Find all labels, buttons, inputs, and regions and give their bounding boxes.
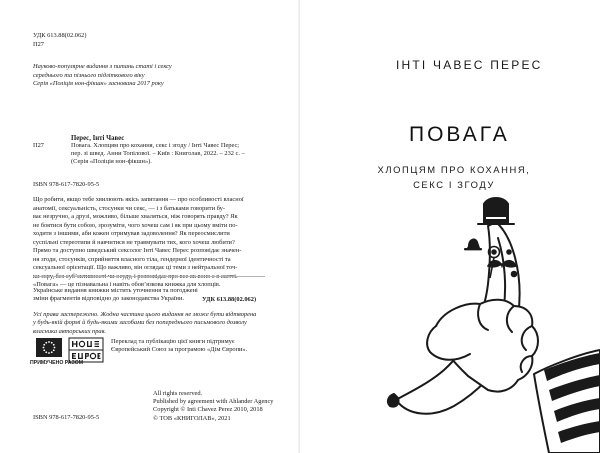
annotation-line: ває незручно, а друзі, можливо, більше хваляться, ніж говорять правду? Як	[33, 213, 238, 221]
note-line: Науково-популярне видання з питань статі і сексу	[33, 63, 172, 70]
isbn: ISBN 978-617-7820-95-5	[33, 181, 100, 188]
eu-caption: ПРИМУЧЕНО РАЗОМ	[30, 360, 84, 366]
note-line: Серія «Поліція нон-фікшн» заснована 2017 року	[33, 80, 164, 88]
subtitle-line: ХЛОПЦЯМ ПРО КОХАННЯ,	[377, 164, 531, 175]
author-heading: Перес, Інті Чавес	[71, 135, 125, 142]
annotation-line: анатомії, сексуальність, стосунки чи секс, — і з батьками говорити бу-	[33, 204, 225, 212]
rights-line: власника авторських прав.	[33, 327, 106, 335]
support-line: Переклад та публікацію цієї книги підтримує	[111, 338, 235, 345]
author-mark: П27	[33, 142, 45, 149]
divider	[33, 276, 265, 277]
annotation-line: суспільні стереотипи й навчитися не травмувати тих, кого хочеш любити?	[33, 238, 235, 246]
ukr-line: зміни фрагментів відповідно до законодавства України.	[33, 295, 184, 303]
banana-illustration	[384, 194, 600, 453]
rights-line: Усі права застережено. Жодна частина цього видання не може бути відтворена	[33, 311, 257, 318]
book-title: ПОВАГА	[409, 123, 510, 146]
udk-code: УДК 613.88(02.062)	[33, 32, 87, 39]
pub-line: © ТОВ «КНИГОЛАВ», 2021	[153, 414, 231, 422]
note-line: середнього та пізнього підліткового віку	[33, 71, 145, 79]
eu-flag-icon	[36, 338, 62, 357]
annotation-line	[33, 273, 265, 282]
annotation-line: «Повага» — це пізнавальна і навіть обов’язкова книжка для хлопців.	[33, 281, 221, 289]
annotation-line: ня згоди, стосунків, сприйняття власного тіла, гендерної ідентичності та	[33, 255, 231, 263]
publisher-rights	[153, 390, 274, 423]
annotation-line: не боятися бути собою, зрозуміти, чого хочеш сам і як при цьому вміти по-	[33, 221, 238, 229]
pub-line: All rights reserved.	[153, 390, 203, 397]
annotation-line: Прямо та доступно шведський сексолог Інті Чавес Перес розповідає значен-	[33, 247, 242, 255]
isbn-bottom: ISBN 978-617-7820-95-5	[33, 414, 100, 421]
house-of-europe-logo	[68, 337, 104, 363]
udk-code-bottom: УДК 613.88(02.062)	[202, 296, 257, 303]
rights-line: у будь-якій формі й будь-якими засобами без попереднього письмового дозволу	[33, 319, 247, 327]
annotation-line: сексуальної орієнтації. Що важливо, він оглядає ці теми з нейтральної точ-	[33, 264, 238, 272]
annotation-line: ходити з іншими, аби кожен отримував задоволення? Як переосмислити	[33, 230, 230, 238]
eu-support-note	[111, 338, 247, 355]
bib-line: (Серія «Поліція нон-фікшн»).	[71, 158, 152, 166]
support-line: Європейський Союз за програмою «Дім Європи».	[111, 346, 248, 354]
bibliographic-record	[71, 142, 245, 167]
pub-line: Published by agreement with Ahlander Agency	[153, 398, 274, 406]
pub-line: Copyright © Inti Chavez Perez 2010, 2018	[153, 406, 263, 414]
edition-note	[33, 63, 172, 89]
ukr-line: Українське видання книжки містить уточнення та погоджені	[33, 287, 198, 294]
author-mark-top: П27	[33, 41, 45, 48]
rights-notice	[33, 311, 256, 336]
bib-line: пер. зі швед. Анни Топілової. – Київ : Книголав, 2022. – 232 с. –	[71, 150, 245, 158]
ukrainian-edition-note	[33, 287, 198, 303]
bib-line: Повага. Хлопцям про кохання, секс і згоду / Інті Чавес Перес;	[71, 142, 240, 149]
author-name: ІНТІ ЧАВЕС ПЕРЕС	[396, 58, 543, 72]
subtitle-line: СЕКС І ЗГОДУ	[413, 179, 495, 190]
book-subtitle	[356, 162, 552, 192]
annotation-line: Що робити, якщо тебе хвилюють якісь запитання — про особливості власної	[33, 196, 244, 203]
